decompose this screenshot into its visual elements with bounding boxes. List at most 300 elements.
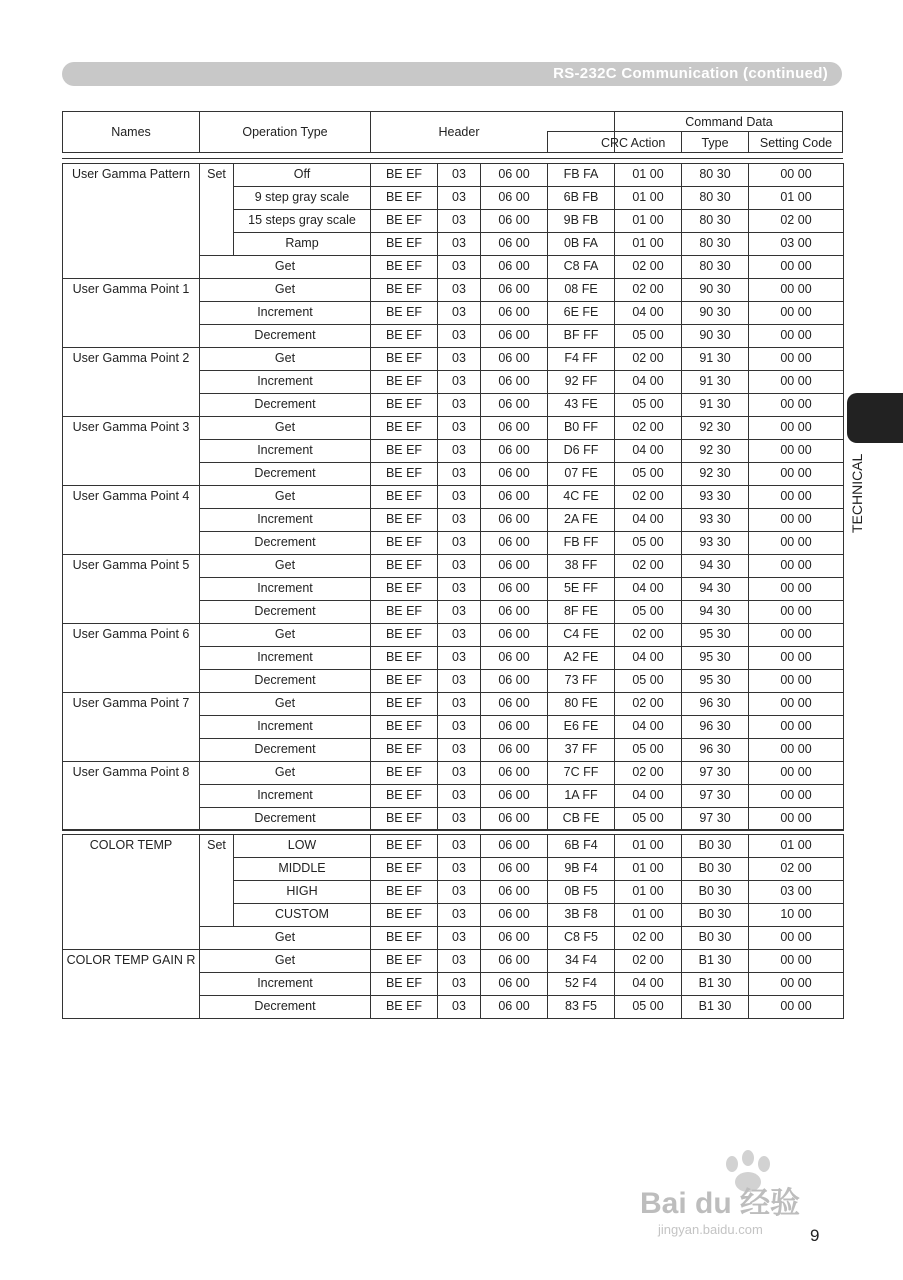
crc-cell: C8 FA xyxy=(548,256,615,279)
header-byte-cell: 03 xyxy=(438,348,481,371)
setting-code-cell: 00 00 xyxy=(749,302,844,325)
crc-cell: FB FA xyxy=(548,164,615,187)
header-byte-cell: BE EF xyxy=(371,509,438,532)
action-cell: 02 00 xyxy=(615,348,682,371)
action-cell: 04 00 xyxy=(615,716,682,739)
type-cell: 94 30 xyxy=(682,601,749,624)
header-byte-cell: 03 xyxy=(438,739,481,762)
header-byte-cell: BE EF xyxy=(371,881,438,904)
header-byte-cell: 03 xyxy=(438,187,481,210)
header-byte-cell: 06 00 xyxy=(481,532,548,555)
operation-cell: Get xyxy=(200,256,371,279)
crc-cell: E6 FE xyxy=(548,716,615,739)
operation-cell: Increment xyxy=(200,647,371,670)
setting-code-cell: 00 00 xyxy=(749,785,844,808)
action-cell: 01 00 xyxy=(615,164,682,187)
table-row xyxy=(63,486,844,509)
action-cell: 04 00 xyxy=(615,578,682,601)
header-byte-cell: 03 xyxy=(438,371,481,394)
crc-cell: 52 F4 xyxy=(548,973,615,996)
header-byte-cell: BE EF xyxy=(371,670,438,693)
header-byte-cell: 06 00 xyxy=(481,904,548,927)
operation-cell: Get xyxy=(200,927,371,950)
header-byte-cell: BE EF xyxy=(371,808,438,831)
type-cell: 97 30 xyxy=(682,762,749,785)
setting-code-cell: 00 00 xyxy=(749,325,844,348)
header-byte-cell: BE EF xyxy=(371,647,438,670)
setting-code-cell: 00 00 xyxy=(749,808,844,831)
crc-cell: C4 FE xyxy=(548,624,615,647)
type-cell: 93 30 xyxy=(682,486,749,509)
type-cell: B1 30 xyxy=(682,973,749,996)
operation-cell: Ramp xyxy=(234,233,371,256)
header-byte-cell: 06 00 xyxy=(481,486,548,509)
action-cell: 01 00 xyxy=(615,835,682,858)
header-byte-cell: 03 xyxy=(438,762,481,785)
command-name: User Gamma Pattern xyxy=(63,164,200,279)
header-byte-cell: BE EF xyxy=(371,302,438,325)
type-cell: B0 30 xyxy=(682,858,749,881)
command-name: User Gamma Point 7 xyxy=(63,693,200,762)
header-byte-cell: 03 xyxy=(438,279,481,302)
crc-cell: 6E FE xyxy=(548,302,615,325)
table-row xyxy=(63,693,844,716)
type-cell: 96 30 xyxy=(682,739,749,762)
setting-code-cell: 00 00 xyxy=(749,762,844,785)
header-setting-code: Setting Code xyxy=(759,136,833,150)
header-command-data: Command Data xyxy=(685,115,773,129)
crc-cell: 38 FF xyxy=(548,555,615,578)
crc-cell: B0 FF xyxy=(548,417,615,440)
header-byte-cell: 03 xyxy=(438,950,481,973)
header-byte-cell: 06 00 xyxy=(481,950,548,973)
setting-code-cell: 00 00 xyxy=(749,973,844,996)
header-byte-cell: 03 xyxy=(438,256,481,279)
operation-cell: Get xyxy=(200,417,371,440)
table-row xyxy=(63,835,844,858)
header-byte-cell: BE EF xyxy=(371,716,438,739)
action-cell: 01 00 xyxy=(615,187,682,210)
type-cell: 93 30 xyxy=(682,532,749,555)
header-byte-cell: BE EF xyxy=(371,486,438,509)
command-name: COLOR TEMP GAIN R xyxy=(63,950,200,1019)
header-byte-cell: BE EF xyxy=(371,233,438,256)
header-byte-cell: BE EF xyxy=(371,325,438,348)
setting-code-cell: 02 00 xyxy=(749,210,844,233)
header-byte-cell: BE EF xyxy=(371,578,438,601)
setting-code-cell: 00 00 xyxy=(749,950,844,973)
header-byte-cell: 03 xyxy=(438,693,481,716)
action-cell: 02 00 xyxy=(615,927,682,950)
banner-title: RS-232C Communication (continued) xyxy=(553,65,828,82)
setting-code-cell: 00 00 xyxy=(749,647,844,670)
type-cell: B0 30 xyxy=(682,881,749,904)
operation-cell: Increment xyxy=(200,509,371,532)
header-byte-cell: 03 xyxy=(438,904,481,927)
operation-cell: Get xyxy=(200,486,371,509)
command-table-color-temp xyxy=(62,834,844,1019)
action-cell: 02 00 xyxy=(615,279,682,302)
operation-cell: Get xyxy=(200,624,371,647)
header-byte-cell: BE EF xyxy=(371,904,438,927)
action-cell: 02 00 xyxy=(615,486,682,509)
operation-cell: Get xyxy=(200,555,371,578)
header-byte-cell: 06 00 xyxy=(481,348,548,371)
action-cell: 02 00 xyxy=(615,950,682,973)
header-byte-cell: 03 xyxy=(438,325,481,348)
crc-cell: 6B F4 xyxy=(548,835,615,858)
header-byte-cell: 06 00 xyxy=(481,785,548,808)
setting-code-cell: 01 00 xyxy=(749,187,844,210)
header-byte-cell: BE EF xyxy=(371,555,438,578)
header-byte-cell: 06 00 xyxy=(481,927,548,950)
header-byte-cell: 03 xyxy=(438,394,481,417)
type-cell: B1 30 xyxy=(682,996,749,1019)
action-cell: 05 00 xyxy=(615,996,682,1019)
header-byte-cell: 06 00 xyxy=(481,808,548,831)
type-cell: 94 30 xyxy=(682,555,749,578)
header-byte-cell: 06 00 xyxy=(481,164,548,187)
setting-code-cell: 00 00 xyxy=(749,693,844,716)
header-byte-cell: BE EF xyxy=(371,371,438,394)
header-byte-cell: BE EF xyxy=(371,532,438,555)
crc-cell: 4C FE xyxy=(548,486,615,509)
header-byte-cell: 06 00 xyxy=(481,463,548,486)
setting-code-cell: 00 00 xyxy=(749,440,844,463)
crc-cell: 07 FE xyxy=(548,463,615,486)
type-cell: 80 30 xyxy=(682,164,749,187)
command-name: User Gamma Point 4 xyxy=(63,486,200,555)
header-byte-cell: 03 xyxy=(438,532,481,555)
operation-cell: Increment xyxy=(200,785,371,808)
action-cell: 05 00 xyxy=(615,670,682,693)
operation-cell: Get xyxy=(200,348,371,371)
action-cell: 01 00 xyxy=(615,904,682,927)
action-cell: 04 00 xyxy=(615,973,682,996)
crc-cell: 8F FE xyxy=(548,601,615,624)
type-cell: 95 30 xyxy=(682,647,749,670)
command-name: COLOR TEMP xyxy=(63,835,200,950)
header-byte-cell: 06 00 xyxy=(481,578,548,601)
crc-cell: BF FF xyxy=(548,325,615,348)
operation-cell: Increment xyxy=(200,716,371,739)
crc-cell: FB FF xyxy=(548,532,615,555)
table-row xyxy=(63,555,844,578)
header-byte-cell: BE EF xyxy=(371,624,438,647)
crc-cell: 9B FB xyxy=(548,210,615,233)
type-cell: 91 30 xyxy=(682,394,749,417)
operation-cell: CUSTOM xyxy=(234,904,371,927)
setting-code-cell: 00 00 xyxy=(749,164,844,187)
type-cell: 80 30 xyxy=(682,233,749,256)
header-byte-cell: 06 00 xyxy=(481,739,548,762)
operation-cell: Get xyxy=(200,693,371,716)
operation-set-label: Set xyxy=(200,835,234,927)
action-cell: 02 00 xyxy=(615,624,682,647)
operation-cell: Increment xyxy=(200,973,371,996)
header-byte-cell: BE EF xyxy=(371,601,438,624)
header-byte-cell: 03 xyxy=(438,555,481,578)
setting-code-cell: 00 00 xyxy=(749,927,844,950)
action-cell: 01 00 xyxy=(615,233,682,256)
action-cell: 02 00 xyxy=(615,417,682,440)
setting-code-cell: 01 00 xyxy=(749,835,844,858)
header-byte-cell: 03 xyxy=(438,858,481,881)
setting-code-cell: 00 00 xyxy=(749,486,844,509)
crc-cell: 80 FE xyxy=(548,693,615,716)
header-byte-cell: BE EF xyxy=(371,279,438,302)
setting-code-cell: 00 00 xyxy=(749,716,844,739)
header-byte-cell: BE EF xyxy=(371,785,438,808)
operation-cell: Decrement xyxy=(200,394,371,417)
crc-cell: 3B F8 xyxy=(548,904,615,927)
header-byte-cell: 06 00 xyxy=(481,394,548,417)
header-byte-cell: 03 xyxy=(438,973,481,996)
setting-code-cell: 00 00 xyxy=(749,555,844,578)
header-byte-cell: 06 00 xyxy=(481,716,548,739)
header-byte-cell: 03 xyxy=(438,601,481,624)
header-byte-cell: BE EF xyxy=(371,835,438,858)
header-byte-cell: 03 xyxy=(438,463,481,486)
header-operation-type: Operation Type xyxy=(242,125,328,139)
header-byte-cell: BE EF xyxy=(371,996,438,1019)
header-byte-cell: 06 00 xyxy=(481,858,548,881)
header-byte-cell: 03 xyxy=(438,881,481,904)
setting-code-cell: 02 00 xyxy=(749,858,844,881)
type-cell: B0 30 xyxy=(682,835,749,858)
header-byte-cell: 03 xyxy=(438,996,481,1019)
header-byte-cell: 06 00 xyxy=(481,762,548,785)
type-cell: B0 30 xyxy=(682,927,749,950)
setting-code-cell: 03 00 xyxy=(749,881,844,904)
operation-cell: Decrement xyxy=(200,808,371,831)
watermark-site: jingyan.baidu.com xyxy=(658,1222,763,1237)
crc-cell: 34 F4 xyxy=(548,950,615,973)
operation-cell: Decrement xyxy=(200,670,371,693)
header-byte-cell: BE EF xyxy=(371,762,438,785)
header-byte-cell: BE EF xyxy=(371,973,438,996)
header-byte-cell: 03 xyxy=(438,302,481,325)
crc-cell: 0B FA xyxy=(548,233,615,256)
type-cell: 97 30 xyxy=(682,785,749,808)
action-cell: 04 00 xyxy=(615,509,682,532)
header-byte-cell: 06 00 xyxy=(481,996,548,1019)
header-byte-cell: 03 xyxy=(438,835,481,858)
type-cell: 92 30 xyxy=(682,440,749,463)
header-header: Header xyxy=(438,125,480,139)
action-cell: 05 00 xyxy=(615,739,682,762)
operation-cell: Decrement xyxy=(200,463,371,486)
crc-cell: 0B F5 xyxy=(548,881,615,904)
operation-cell: HIGH xyxy=(234,881,371,904)
crc-cell: 6B FB xyxy=(548,187,615,210)
header-byte-cell: 06 00 xyxy=(481,440,548,463)
type-cell: 97 30 xyxy=(682,808,749,831)
header-byte-cell: BE EF xyxy=(371,164,438,187)
command-table-gamma xyxy=(62,163,844,831)
action-cell: 04 00 xyxy=(615,440,682,463)
type-cell: 80 30 xyxy=(682,187,749,210)
header-byte-cell: 03 xyxy=(438,670,481,693)
header-byte-cell: 03 xyxy=(438,417,481,440)
crc-cell: 73 FF xyxy=(548,670,615,693)
header-byte-cell: 06 00 xyxy=(481,555,548,578)
crc-cell: 43 FE xyxy=(548,394,615,417)
table-row xyxy=(63,624,844,647)
watermark-brand: Bai du 经验 xyxy=(640,1187,801,1220)
header-byte-cell: 03 xyxy=(438,233,481,256)
header-names: Names xyxy=(111,125,151,139)
operation-cell: Decrement xyxy=(200,739,371,762)
operation-cell: Decrement xyxy=(200,325,371,348)
operation-cell: Decrement xyxy=(200,601,371,624)
type-cell: B0 30 xyxy=(682,904,749,927)
action-cell: 04 00 xyxy=(615,302,682,325)
type-cell: 92 30 xyxy=(682,463,749,486)
header-byte-cell: BE EF xyxy=(371,256,438,279)
action-cell: 02 00 xyxy=(615,555,682,578)
setting-code-cell: 00 00 xyxy=(749,578,844,601)
command-name: User Gamma Point 1 xyxy=(63,279,200,348)
header-byte-cell: 06 00 xyxy=(481,881,548,904)
setting-code-cell: 00 00 xyxy=(749,509,844,532)
header-byte-cell: 06 00 xyxy=(481,210,548,233)
type-cell: 80 30 xyxy=(682,256,749,279)
section-banner xyxy=(62,62,842,86)
type-cell: 90 30 xyxy=(682,302,749,325)
header-byte-cell: BE EF xyxy=(371,858,438,881)
action-cell: 05 00 xyxy=(615,601,682,624)
type-cell: 90 30 xyxy=(682,325,749,348)
table-row xyxy=(63,348,844,371)
action-cell: 01 00 xyxy=(615,881,682,904)
type-cell: 91 30 xyxy=(682,371,749,394)
crc-cell: 83 F5 xyxy=(548,996,615,1019)
header-byte-cell: 03 xyxy=(438,808,481,831)
setting-code-cell: 00 00 xyxy=(749,463,844,486)
action-cell: 04 00 xyxy=(615,371,682,394)
header-byte-cell: 06 00 xyxy=(481,509,548,532)
header-byte-cell: BE EF xyxy=(371,417,438,440)
operation-cell: Get xyxy=(200,279,371,302)
action-cell: 02 00 xyxy=(615,762,682,785)
crc-cell: 2A FE xyxy=(548,509,615,532)
type-cell: 80 30 xyxy=(682,210,749,233)
command-name: User Gamma Point 3 xyxy=(63,417,200,486)
header-byte-cell: 06 00 xyxy=(481,835,548,858)
action-cell: 05 00 xyxy=(615,463,682,486)
header-byte-cell: BE EF xyxy=(371,693,438,716)
header-byte-cell: BE EF xyxy=(371,950,438,973)
operation-cell: Get xyxy=(200,762,371,785)
header-byte-cell: BE EF xyxy=(371,440,438,463)
header-byte-cell: BE EF xyxy=(371,463,438,486)
header-type: Type xyxy=(701,136,729,150)
table-row xyxy=(63,417,844,440)
operation-cell: 9 step gray scale xyxy=(234,187,371,210)
setting-code-cell: 00 00 xyxy=(749,394,844,417)
type-cell: 93 30 xyxy=(682,509,749,532)
header-byte-cell: 03 xyxy=(438,647,481,670)
type-cell: 92 30 xyxy=(682,417,749,440)
header-byte-cell: BE EF xyxy=(371,210,438,233)
crc-cell: 1A FF xyxy=(548,785,615,808)
page-number: 9 xyxy=(810,1226,820,1245)
crc-cell: 5E FF xyxy=(548,578,615,601)
crc-cell: F4 FF xyxy=(548,348,615,371)
action-cell: 05 00 xyxy=(615,394,682,417)
crc-cell: 9B F4 xyxy=(548,858,615,881)
header-byte-cell: 06 00 xyxy=(481,601,548,624)
type-cell: 91 30 xyxy=(682,348,749,371)
crc-cell: A2 FE xyxy=(548,647,615,670)
action-cell: 04 00 xyxy=(615,647,682,670)
operation-cell: Increment xyxy=(200,371,371,394)
type-cell: 94 30 xyxy=(682,578,749,601)
table-row xyxy=(63,950,844,973)
crc-cell: 08 FE xyxy=(548,279,615,302)
header-byte-cell: 06 00 xyxy=(481,302,548,325)
type-cell: B1 30 xyxy=(682,950,749,973)
crc-cell: 37 FF xyxy=(548,739,615,762)
header-byte-cell: 06 00 xyxy=(481,693,548,716)
table-row xyxy=(63,279,844,302)
crc-cell: C8 F5 xyxy=(548,927,615,950)
header-byte-cell: 03 xyxy=(438,927,481,950)
setting-code-cell: 00 00 xyxy=(749,670,844,693)
action-cell: 02 00 xyxy=(615,256,682,279)
action-cell: 05 00 xyxy=(615,325,682,348)
setting-code-cell: 00 00 xyxy=(749,739,844,762)
action-cell: 04 00 xyxy=(615,785,682,808)
setting-code-cell: 00 00 xyxy=(749,279,844,302)
type-cell: 95 30 xyxy=(682,670,749,693)
operation-cell: Decrement xyxy=(200,532,371,555)
setting-code-cell: 00 00 xyxy=(749,996,844,1019)
command-name: User Gamma Point 2 xyxy=(63,348,200,417)
operation-cell: Decrement xyxy=(200,996,371,1019)
crc-cell: 92 FF xyxy=(548,371,615,394)
header-action: Action xyxy=(630,136,666,150)
command-name: User Gamma Point 5 xyxy=(63,555,200,624)
setting-code-cell: 00 00 xyxy=(749,371,844,394)
table-row xyxy=(63,762,844,785)
header-byte-cell: 03 xyxy=(438,164,481,187)
header-byte-cell: BE EF xyxy=(371,187,438,210)
technical-tab-marker xyxy=(847,393,903,443)
operation-cell: Increment xyxy=(200,578,371,601)
crc-cell: D6 FF xyxy=(548,440,615,463)
header-byte-cell: 06 00 xyxy=(481,325,548,348)
setting-code-cell: 00 00 xyxy=(749,624,844,647)
setting-code-cell: 00 00 xyxy=(749,601,844,624)
operation-cell: Increment xyxy=(200,440,371,463)
setting-code-cell: 00 00 xyxy=(749,256,844,279)
header-byte-cell: 06 00 xyxy=(481,256,548,279)
header-byte-cell: BE EF xyxy=(371,348,438,371)
header-byte-cell: 06 00 xyxy=(481,233,548,256)
operation-cell: MIDDLE xyxy=(234,858,371,881)
command-name: User Gamma Point 6 xyxy=(63,624,200,693)
type-cell: 90 30 xyxy=(682,279,749,302)
header-byte-cell: 06 00 xyxy=(481,187,548,210)
table-row xyxy=(63,164,844,187)
action-cell: 01 00 xyxy=(615,210,682,233)
operation-cell: Off xyxy=(234,164,371,187)
header-byte-cell: 03 xyxy=(438,578,481,601)
header-byte-cell: 03 xyxy=(438,210,481,233)
operation-cell: Get xyxy=(200,950,371,973)
